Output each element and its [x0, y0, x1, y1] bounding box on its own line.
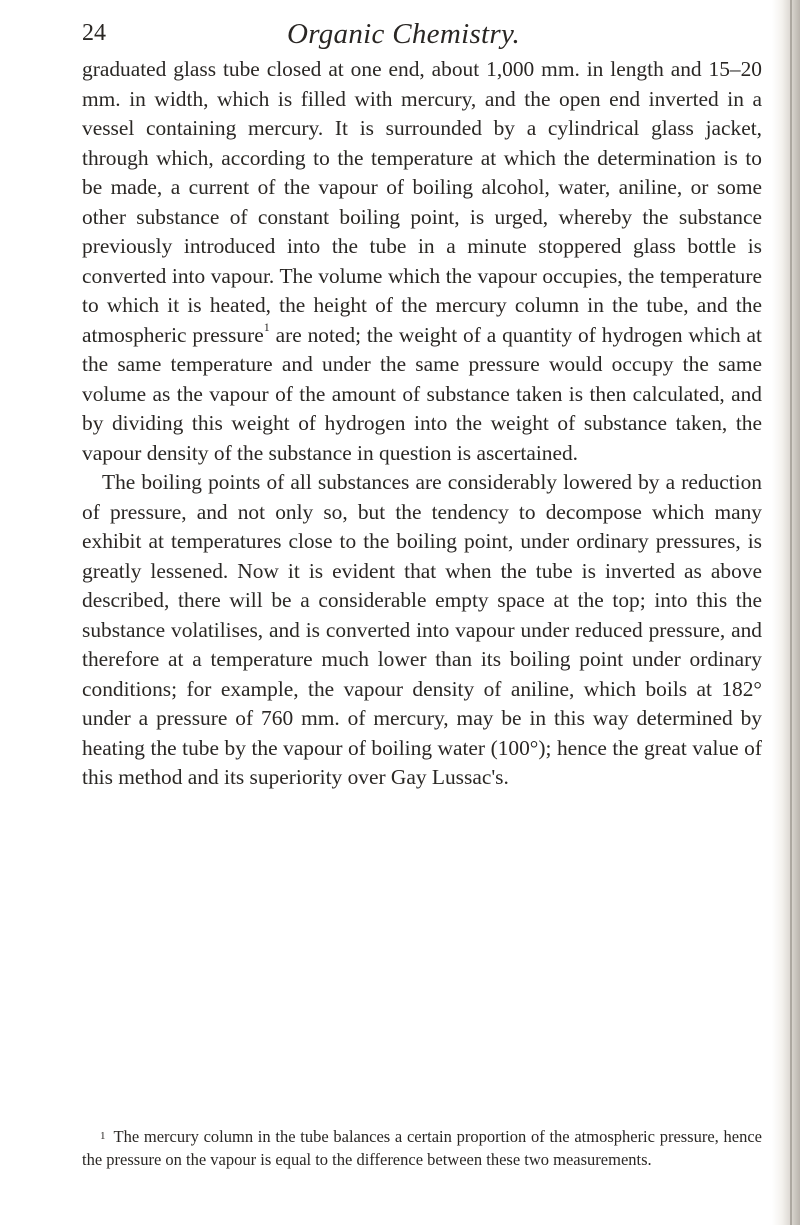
page-number: 24 — [82, 20, 106, 46]
footnote-reference: 1 — [263, 320, 270, 335]
paragraph-1-text: graduated glass tube closed at one end, about 1,000 mm. in length and 15–20 mm. in width, which is filled with mercury, and the open end inverted in a vessel containing mercury. It is surrounded by a cylindrical glass jacket, through which, according to the temperature at which the determination is to be made, a current of the vapour of boiling alcohol, water, aniline, or some other substance of constant boiling point, is urged, whereby the substance previously introduced into the tube in a minute stoppered glass bottle is converted into vapour. The volume which the vapour occupies, the temperature to which it is heated, the height of the mercury column in the tube, and the atmospheric pressure — [82, 57, 762, 347]
paragraph-1-continued: are noted; the weight of a quantity of hydrogen which at the same temperature and under the same pressure would occupy the same volume as the vapour of the amount of substance taken is then calculated, and by dividing this weight of hydrogen into the weight of substance taken, the vapour density of the substance in question is ascertained. — [82, 322, 762, 465]
page-header — [82, 14, 762, 54]
footnote-marker: 1 — [100, 1130, 106, 1142]
footnote — [82, 1125, 762, 1171]
page-edge-shadow — [772, 0, 800, 1225]
paragraph-2: The boiling points of all substances are considerably lowered by a reduction of pressure, and not only so, but the tendency to decompose which many exhibit at temperatures close to the boiling point, under ordinary pressures, is greatly lessened. Now it is evident that when the tube is inverted as above described, there will be a considerable empty space at the top; into this the substance volatilises, and is converted into vapour under reduced pressure, and therefore at a temperature much lower than its boiling point under ordinary conditions; for example, the vapour density of aniline, which boils at 182° under a pressure of 760 mm. of mercury, may be in this way determined by heating the tube by the vapour of boiling water (100°); hence the great value of this method and its superiority over Gay Lussac's. — [82, 470, 762, 789]
running-title: Organic Chemistry. — [287, 18, 521, 50]
footnote-text: The mercury column in the tube balances a certain proportion of the atmospheric pressure, hence the pressure on the vapour is equal to the difference between these two measurements. — [82, 1127, 762, 1169]
paragraph-1 — [82, 55, 762, 468]
body-text — [82, 55, 762, 793]
